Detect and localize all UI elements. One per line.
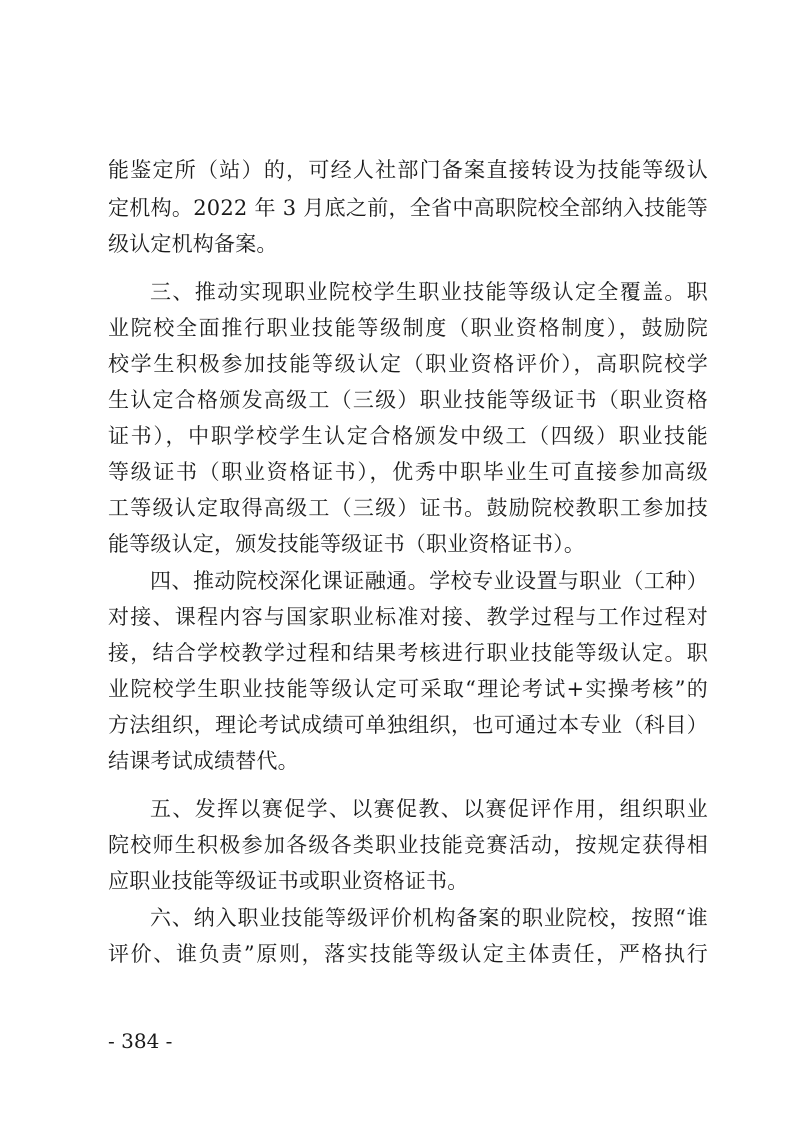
text-line-2: 定机构。2022 年 3 月底之前，全省中高职院校全部纳入技能等 bbox=[108, 196, 708, 220]
section-five-heading-line: 五、发挥以赛促学、以赛促教、以赛促评作用，组织职业 bbox=[150, 797, 708, 821]
section-six-heading-line: 六、纳入职业技能等级评价机构备案的职业院校，按照“谁 bbox=[150, 906, 708, 930]
text-line-15: 业院校学生职业技能等级认定可采取“理论考试+实操考核”的 bbox=[108, 677, 708, 701]
text-line-17: 结课考试成绩替代。 bbox=[108, 749, 299, 773]
text-line-13: 对接、课程内容与国家职业标准对接、教学过程与工作过程对 bbox=[108, 605, 708, 629]
text-line-9: 等级证书（职业资格证书），优秀中职毕业生可直接参加高级 bbox=[108, 460, 708, 484]
text-line-22: 评价、谁负责”原则，落实技能等级认定主体责任，严格执行 bbox=[108, 942, 708, 966]
text-line-8: 证书），中职学校学生认定合格颁发中级工（四级）职业技能 bbox=[108, 424, 708, 448]
text-line-1: 能鉴定所（站）的，可经人社部门备案直接转设为技能等级认 bbox=[108, 158, 708, 182]
section-four-heading-line: 四、推动院校深化课证融通。学校专业设置与职业（工种） bbox=[150, 569, 708, 593]
text-line-5: 业院校全面推行职业技能等级制度（职业资格制度），鼓励院 bbox=[108, 316, 708, 340]
text-line-19: 院校师生积极参加各级各类职业技能竞赛活动，按规定获得相 bbox=[108, 833, 708, 857]
text-line-14: 接，结合学校教学过程和结果考核进行职业技能等级认定。职 bbox=[108, 641, 708, 665]
text-line-11: 能等级认定，颁发技能等级证书（职业资格证书）。 bbox=[108, 532, 586, 556]
text-line-6: 校学生积极参加技能等级认定（职业资格评价），高职院校学 bbox=[108, 352, 708, 376]
page-number: - 384 - bbox=[108, 1029, 173, 1053]
text-line-16: 方法组织，理论考试成绩可单独组织，也可通过本专业（科目） bbox=[108, 713, 708, 737]
text-line-20: 应职业技能等级证书或职业资格证书。 bbox=[108, 869, 469, 893]
text-line-10: 工等级认定取得高级工（三级）证书。鼓励院校教职工参加技 bbox=[108, 496, 708, 520]
text-line-7: 生认定合格颁发高级工（三级）职业技能等级证书（职业资格 bbox=[108, 388, 708, 412]
text-line-3: 级认定机构备案。 bbox=[108, 232, 278, 256]
section-three-heading-line: 三、推动实现职业院校学生职业技能等级认定全覆盖。职 bbox=[150, 280, 708, 304]
